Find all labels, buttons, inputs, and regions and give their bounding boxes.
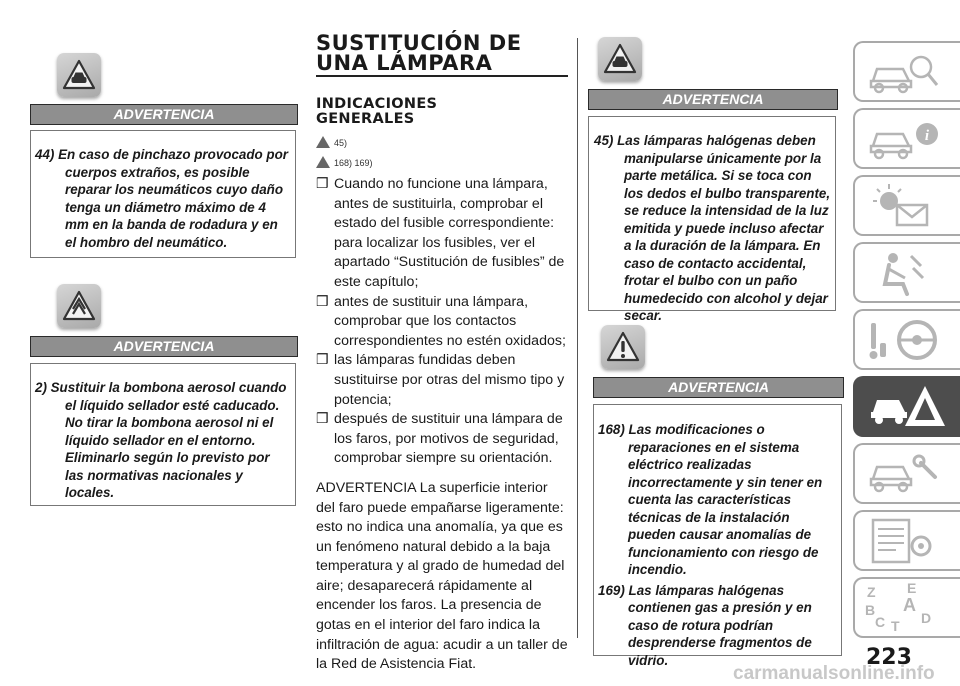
list-item: ❒ antes de sustituir una lámpara, comprobar que los contactos correspondientes no estén oxidados; bbox=[316, 293, 566, 349]
section-title-line1: SUSTITUCIÓN DE bbox=[316, 31, 522, 55]
warning-box bbox=[30, 130, 296, 258]
recycle-warning-icon bbox=[57, 284, 101, 328]
index-letter-d: D bbox=[921, 610, 932, 626]
section-title-line2: UNA LÁMPARA bbox=[316, 51, 493, 75]
index-letter-c: C bbox=[875, 614, 886, 630]
tab-technical-data[interactable] bbox=[853, 510, 960, 571]
warning-text: 168) Las modificaciones o reparaciones en el sistema eléctrico realizadas incorrectamente y sin tener en cuenta las características técnicas de la instalación pueden causar anomalías de funcionamiento con riesgo de incendio. bbox=[598, 422, 823, 577]
list-item: ❒ Cuando no funcione una lámpara, antes de sustituirla, comprobar el estado del fusible correspondiente: para localizar los fusibles, ver el apartado “Sustitución de fusibles” de este capítulo; bbox=[316, 176, 565, 290]
car-search-icon bbox=[863, 47, 953, 97]
warning-box bbox=[588, 116, 836, 323]
list-item: ❒ las lámparas fundidas deben sustituirse por otras del mismo tipo y potencia; bbox=[316, 352, 565, 408]
svg-text:i: i bbox=[924, 128, 930, 144]
tab-vehicle-info[interactable] bbox=[853, 108, 960, 169]
tab-in-an-emergency[interactable] bbox=[853, 376, 960, 437]
warning-box bbox=[593, 404, 842, 668]
warning-box bbox=[30, 363, 296, 506]
tab-index[interactable] bbox=[853, 577, 960, 638]
exclamation-warning-icon bbox=[601, 325, 645, 369]
reference-note: 168) 169) bbox=[334, 158, 373, 168]
tab-warning-lights[interactable] bbox=[853, 175, 960, 236]
title-underline bbox=[316, 75, 568, 77]
checkbox-bullet-icon: ❒ bbox=[316, 176, 329, 192]
reference-row bbox=[316, 153, 568, 173]
car-warning-icon bbox=[598, 37, 642, 81]
steering-wheel-icon bbox=[863, 315, 953, 365]
technical-data-icon bbox=[863, 516, 953, 566]
warning-header: ADVERTENCIA bbox=[593, 377, 844, 398]
warning-lights-icon bbox=[863, 181, 953, 231]
checkbox-bullet-icon: ❒ bbox=[316, 411, 329, 428]
subsection-title-line1: INDICACIONES bbox=[316, 96, 438, 112]
subsection-title-line2: GENERALES bbox=[316, 111, 415, 127]
body-paragraph: ADVERTENCIA La superficie interior del faro puede empañarse ligeramente: esto no indica una anomalía, ya que es un fenómeno natural debido a la baja temperatura y al grado de humedad del aire; desaparecerá rápidamente al encender los faros. La presencia de gotas en el interior del faro indica la infiltración de agua: acudir a un taller de la Red de Asistencia Fiat. bbox=[316, 479, 568, 673]
car-emergency-icon bbox=[863, 382, 953, 432]
small-warning-icon bbox=[316, 156, 330, 168]
warning-text: 169) Las lámparas halógenas contienen gas a presión y en caso de rotura podrían desprenderse fragmentos de vidrio. bbox=[598, 582, 812, 668]
tab-starting-driving[interactable] bbox=[853, 309, 960, 370]
checkbox-bullet-icon: ❒ bbox=[316, 293, 329, 310]
car-warning-icon bbox=[57, 53, 101, 97]
footer-watermark: carmanualsonline.info bbox=[733, 663, 935, 684]
tab-vehicle-knowledge[interactable] bbox=[853, 41, 960, 102]
warning-text: 44) En caso de pinchazo provocado por cuerpos extraños, es posible reparar los neumáticos cuyo daño tenga un diámetro máximo de 4 mm en la banda de rodadura y en el hombro del neumático. bbox=[35, 147, 288, 250]
column-divider bbox=[577, 38, 578, 638]
car-maintenance-icon bbox=[863, 449, 953, 499]
index-letter-e: E bbox=[907, 583, 917, 596]
index-letter-a: A bbox=[903, 595, 916, 615]
tab-servicing-care[interactable] bbox=[853, 443, 960, 504]
index-letter-z: Z bbox=[867, 584, 876, 600]
small-warning-icon bbox=[316, 136, 330, 148]
warning-header: ADVERTENCIA bbox=[30, 104, 298, 125]
warning-header: ADVERTENCIA bbox=[588, 89, 838, 110]
index-letter-b: B bbox=[865, 602, 876, 618]
checkbox-bullet-icon: ❒ bbox=[316, 352, 329, 369]
reference-row bbox=[316, 133, 568, 153]
index-letter-t: T bbox=[891, 618, 900, 633]
seat-airbag-icon bbox=[863, 248, 953, 298]
tab-safety[interactable] bbox=[853, 242, 960, 303]
warning-header: ADVERTENCIA bbox=[30, 336, 298, 357]
warning-text: 2) Sustituir la bombona aerosol cuando el líquido sellador esté caducado. No tirar la bombona aerosol ni el líquido sellador en el entorno. Eliminarlo según lo previsto por las normativas nacionales y locales. bbox=[35, 380, 287, 500]
reference-note: 45) bbox=[334, 138, 348, 148]
list-item: ❒ después de sustituir una lámpara de los faros, por motivos de seguridad, comprobar siempre su orientación. bbox=[316, 411, 563, 467]
alphabetical-index-icon bbox=[863, 583, 953, 633]
warning-text: 45) Las lámparas halógenas deben manipularse únicamente por la parte metálica. Si se toca con los dedos el bulbo transparente, se reduce la intensidad de la luz emitida y puede incluso afectar a la duración de la lámpara. En caso de contacto accidental, frotar el bulbo con un paño humedecido con alcohol y dejar secar. bbox=[594, 133, 831, 323]
page-number: 223 bbox=[866, 645, 912, 670]
car-info-icon bbox=[863, 114, 953, 164]
